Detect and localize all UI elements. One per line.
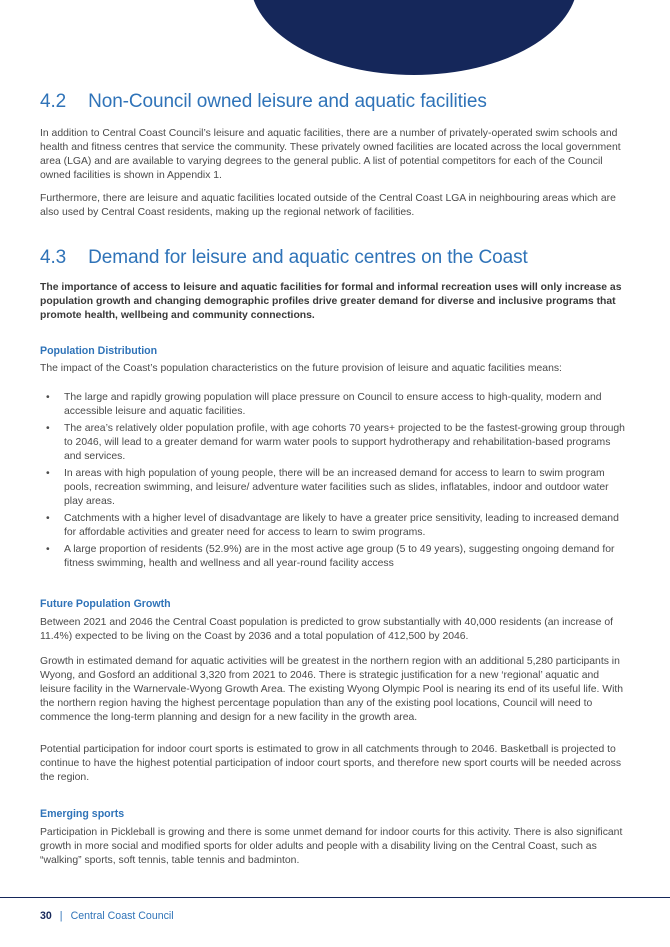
body-paragraph: Between 2021 and 2046 the Central Coast population is predicted to grow substantially with 40,000 residents (an increase of 11.4%) expected to be living on the Coast by 2036 and a total population of 412,500 by 2046. xyxy=(40,617,613,642)
subheading-future-population-growth: Future Population Growth xyxy=(40,598,171,610)
bullet-icon: • xyxy=(46,513,50,524)
section-heading-4-3 xyxy=(40,247,528,269)
footer-organisation: Central Coast Council xyxy=(70,910,174,922)
subheading-emerging-sports: Emerging sports xyxy=(40,808,125,820)
list-item: • The large and rapidly growing population will place pressure on Council to ensure access to high-quality, modern and accessible leisure and aquatic facilities. xyxy=(46,392,602,417)
decorative-header-arc xyxy=(250,0,578,75)
section-number: 4.2 xyxy=(40,91,67,112)
list-item: • The area’s relatively older population profile, with age cohorts 70 years+ projected to be the fastest-growing group through to 2046, will lead to a greater demand for warm water pools to support hydrotherapy and rehabilitation-based programs and services. xyxy=(46,423,625,462)
section-title: Non-Council owned leisure and aquatic facilities xyxy=(88,91,487,112)
section-title: Demand for leisure and aquatic centres on the Coast xyxy=(88,247,528,268)
body-paragraph: The impact of the Coast’s population characteristics on the future provision of leisure and aquatic facilities means: xyxy=(40,363,562,374)
bullet-icon: • xyxy=(46,468,50,479)
population-bullet-list xyxy=(40,391,630,574)
page-footer xyxy=(40,910,174,922)
list-item: • In areas with high population of young people, there will be an increased demand for access to learn to swim program pools, recreation swimming, and leisure/ adventure water facilities such as slides, inflatables, indoor and outdoor water play areas. xyxy=(46,468,609,507)
footer-divider xyxy=(0,897,670,898)
section-heading-4-2 xyxy=(40,91,487,113)
bullet-icon: • xyxy=(46,392,50,403)
body-paragraph: In addition to Central Coast Council’s leisure and aquatic facilities, there are a number of privately-operated swim schools and health and fitness centres that service the community. These privately owned facilities are located across the local government area (LGA) and are available to varying degrees to the general public. A list of potential competitors for each of the Council owned facilities is shown in Appendix 1. xyxy=(40,128,621,181)
bullet-icon: • xyxy=(46,544,50,555)
footer-separator: | xyxy=(59,910,63,922)
bullet-icon: • xyxy=(46,423,50,434)
page-number: 30 xyxy=(40,910,52,922)
list-item: • A large proportion of residents (52.9%) are in the most active age group (5 to 49 years), suggesting ongoing demand for fitness swimming, health and wellness and all year-round facility access xyxy=(46,544,615,569)
lead-paragraph: The importance of access to leisure and aquatic facilities for formal and informal recreation uses will only increase as population growth and changing demographic profiles drive greater demand for diverse and inclusive programs that promote health, wellbeing and community connections. xyxy=(40,282,622,321)
subheading-population-distribution: Population Distribution xyxy=(40,345,158,357)
section-number: 4.3 xyxy=(40,247,67,268)
body-paragraph: Growth in estimated demand for aquatic activities will be greatest in the northern region with an additional 5,280 participants in Wyong, and Gosford an additional 3,320 from 2021 to 2046. There is strategic justification for a new ‘regional’ aquatic and leisure facility in the Warnervale-Wyong Growth Area. The existing Wyong Olympic Pool is nearing its end of its useful life. With the northern region having the highest percentage population than any of the existing pool locations, Council will need to commence the long-term planning and design for a new facility in the growth area. xyxy=(40,656,624,723)
body-paragraph: Participation in Pickleball is growing and there is some unmet demand for indoor courts for this activity. There is also significant growth in more social and modified sports for older adults and people with a disability living on the Central Coast, such as “walking” sports, soft tennis, table tennis and badminton. xyxy=(40,827,623,866)
body-paragraph: Potential participation for indoor court sports is estimated to grow in all catchments through to 2046. Basketball is projected to continue to have the highest potential participation of indoor court sports, and therefore new sport courts will be needed across the region. xyxy=(40,744,622,783)
list-item: • Catchments with a higher level of disadvantage are likely to have a greater price sensitivity, leading to increased demand for affordable activities and greater need for access to learn to swim programs. xyxy=(46,513,619,538)
body-paragraph: Furthermore, there are leisure and aquatic facilities located outside of the Central Coast LGA in neighbouring areas which are also used by Central Coast residents, making up the regional network of facilities. xyxy=(40,193,616,218)
